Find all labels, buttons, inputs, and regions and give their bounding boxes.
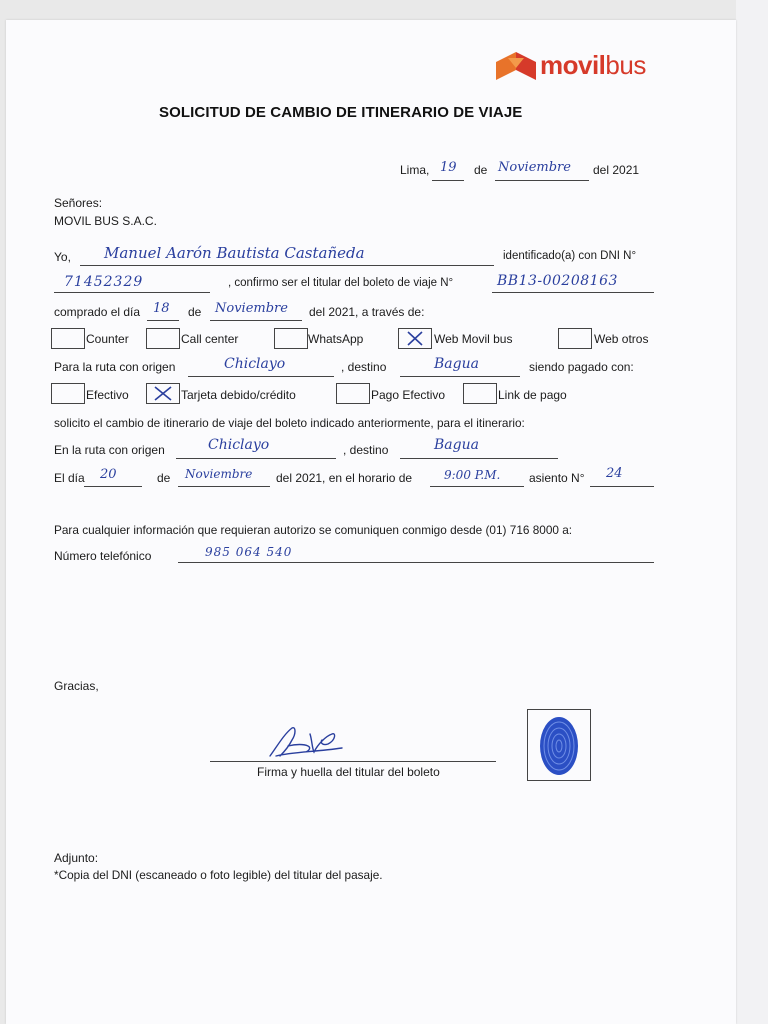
channel-web-movilbus-checkbox[interactable] xyxy=(398,328,432,349)
purchase-label: comprado el día xyxy=(54,305,141,319)
logo-wordmark xyxy=(540,50,646,81)
signature-image xyxy=(262,722,352,762)
thanks-text: Gracias, xyxy=(54,679,99,693)
purchase-de: de xyxy=(188,305,202,319)
route1-destination: Bagua xyxy=(434,356,479,372)
fingerprint-icon xyxy=(528,710,590,780)
ticket-number: BB13-00208163 xyxy=(497,273,618,289)
request-text: solicito el cambio de itinerario de viaje del boleto indicado anteriormente, para el itinerario: xyxy=(54,416,525,430)
date-day: 19 xyxy=(440,160,457,175)
travel-time: 9:00 P.M. xyxy=(444,468,501,482)
date-city: Lima, xyxy=(400,163,430,177)
route2-dest-label: , destino xyxy=(343,443,389,457)
route1-dest-label: , destino xyxy=(341,360,387,374)
page-title: SOLICITUD DE CAMBIO DE ITINERARIO DE VIAJE xyxy=(159,104,523,121)
date-year: del 2021 xyxy=(593,163,640,177)
yo-label: Yo, xyxy=(54,250,71,264)
channel-whatsapp-label: WhatsApp xyxy=(308,332,364,346)
route2-label: En la ruta con origen xyxy=(54,443,165,457)
checked-x-icon xyxy=(399,329,431,348)
fingerprint-box xyxy=(527,709,591,781)
purchase-month: Noviembre xyxy=(215,301,288,316)
pay-tarjeta-checkbox[interactable] xyxy=(146,383,180,404)
route1-origin: Chiclayo xyxy=(224,356,286,372)
purchase-text: del 2021, a través de: xyxy=(309,305,425,319)
pay-efectivo-checkbox[interactable] xyxy=(51,383,85,404)
channel-counter-checkbox[interactable] xyxy=(51,328,85,349)
signature-caption: Firma y huella del titular del boleto xyxy=(257,765,440,779)
phone-label: Número telefónico xyxy=(54,549,152,563)
channel-callcenter-label: Call center xyxy=(181,332,239,346)
phone-number: 985 064 540 xyxy=(205,545,293,559)
logo-word-bus: bus xyxy=(605,50,646,80)
channel-web-movilbus-label: Web Movil bus xyxy=(434,332,513,346)
route2-destination: Bagua xyxy=(434,437,479,453)
page-edge xyxy=(736,0,768,1024)
company-name: MOVIL BUS S.A.C. xyxy=(54,214,157,228)
pay-tarjeta-label: Tarjeta debido/crédito xyxy=(181,388,296,402)
schedule-text: del 2021, en el horario de xyxy=(276,471,413,485)
pay-link-checkbox[interactable] xyxy=(463,383,497,404)
logo-word-movil: movil xyxy=(540,50,606,80)
movilbus-logo-icon xyxy=(494,48,538,82)
greeting: Señores: xyxy=(54,196,103,210)
dni-label: identificado(a) con DNI N° xyxy=(503,250,637,262)
route2-origin: Chiclayo xyxy=(208,437,270,453)
pay-pagoefectivo-checkbox[interactable] xyxy=(336,383,370,404)
attachment-label: Adjunto: xyxy=(54,851,99,865)
channel-web-otros-label: Web otros xyxy=(594,332,649,346)
pay-pagoefectivo-label: Pago Efectivo xyxy=(371,388,446,402)
payment-label: siendo pagado con: xyxy=(529,360,634,374)
confirm-text: , confirmo ser el titular del boleto de viaje N° xyxy=(228,277,454,289)
attachment-note: *Copia del DNI (escaneado o foto legible) del titular del pasaje. xyxy=(54,868,383,882)
movilbus-logo xyxy=(494,48,538,87)
contact-text: Para cualquier información que requieran autorizo se comuniquen conmigo desde (01) 716 8000 a: xyxy=(54,523,573,537)
seat-number: 24 xyxy=(606,466,623,481)
pay-link-label: Link de pago xyxy=(498,388,567,402)
travel-de: de xyxy=(157,471,171,485)
seat-label: asiento N° xyxy=(529,471,585,485)
route1-label: Para la ruta con origen xyxy=(54,360,176,374)
dni-number: 71452329 xyxy=(64,274,144,290)
travel-month: Noviembre xyxy=(185,467,253,481)
pay-efectivo-label: Efectivo xyxy=(86,388,129,402)
travel-day: 20 xyxy=(100,467,117,482)
channel-web-otros-checkbox[interactable] xyxy=(558,328,592,349)
checked-x-icon xyxy=(147,384,179,403)
purchase-day: 18 xyxy=(153,301,170,316)
travel-day-label: El día xyxy=(54,471,85,485)
channel-counter-label: Counter xyxy=(86,332,129,346)
date-de: de xyxy=(474,163,488,177)
channel-callcenter-checkbox[interactable] xyxy=(146,328,180,349)
channel-whatsapp-checkbox[interactable] xyxy=(274,328,308,349)
date-month: Noviembre xyxy=(498,160,571,175)
full-name: Manuel Aarón Bautista Castañeda xyxy=(104,244,365,262)
